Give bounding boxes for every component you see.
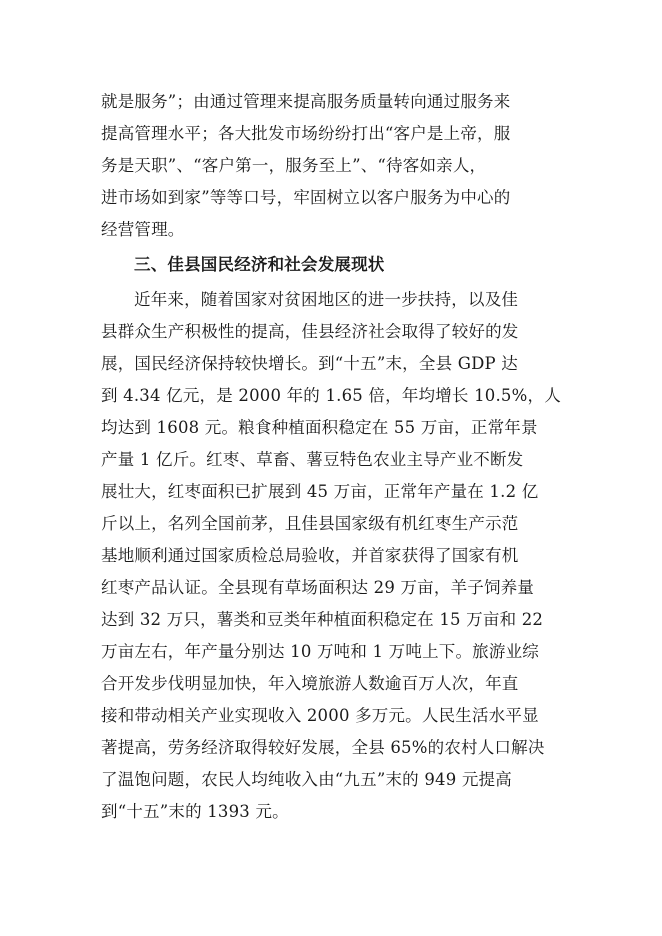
paragraph-line: 就是服务”；由通过管理来提高服务质量转向通过服务来 [101,92,511,111]
paragraph-line: 展，国民经济保持较快增长。到“十五”末，全县 GDP 达 [101,354,518,373]
paragraph-line: 基地顺利通过国家质检总局验收，并首家获得了国家有机 [101,546,519,565]
paragraph-line: 斤以上，名列全国前茅，且佳县国家级有机红枣生产示范 [101,514,519,533]
paragraph-line: 了温饱问题，农民人均纯收入由“九五”末的 949 元提高 [101,770,512,789]
paragraph-line: 展壮大，红枣面积已扩展到 45 万亩，正常年产量在 1.2 亿 [101,482,539,501]
paragraph-line: 合开发步伐明显加快，年入境旅游人数逾百万人次，年直 [101,674,519,693]
paragraph-line: 经营管理。 [101,220,185,239]
paragraph-line: 产量 1 亿斤。红枣、草畜、薯豆特色农业主导产业不断发 [101,450,524,469]
paragraph-line: 红枣产品认证。全县现有草场面积达 29 万亩，羊子饲养量 [101,578,535,597]
paragraph-line: 达到 32 万只，薯类和豆类年种植面积稳定在 15 万亩和 22 [101,610,544,629]
paragraph-line: 近年来，随着国家对贫困地区的进一步扶持，以及佳 [134,290,519,309]
paragraph-line: 到 4.34 亿元，是 2000 年的 1.65 倍，年均增长 10.5%，人 [101,386,561,405]
paragraph-line: 县群众生产积极性的提高，佳县经济社会取得了较好的发 [101,322,519,341]
paragraph-line: 务是天职”、“客户第一，服务至上”、“待客如亲人， [101,156,487,175]
paragraph-line: 到“十五”末的 1393 元。 [101,802,289,821]
paragraph-line: 提高管理水平；各大批发市场纷纷打出“客户是上帝，服 [101,124,511,143]
paragraph-line: 著提高，劳务经济取得较好发展，全县 65%的农村人口解决 [101,738,545,757]
section-heading: 三、佳县国民经济和社会发展现状 [134,255,385,274]
paragraph-line: 均达到 1608 元。粮食种植面积稳定在 55 万亩，正常年景 [101,418,538,437]
paragraph-line: 进市场如到家”等等口号，牢固树立以客户服务为中心的 [101,188,511,207]
paragraph-line: 万亩左右，年产量分别达 10 万吨和 1 万吨上下。旅游业综 [101,642,539,661]
paragraph-line: 接和带动相关产业实现收入 2000 多万元。人民生活水平显 [101,706,539,725]
